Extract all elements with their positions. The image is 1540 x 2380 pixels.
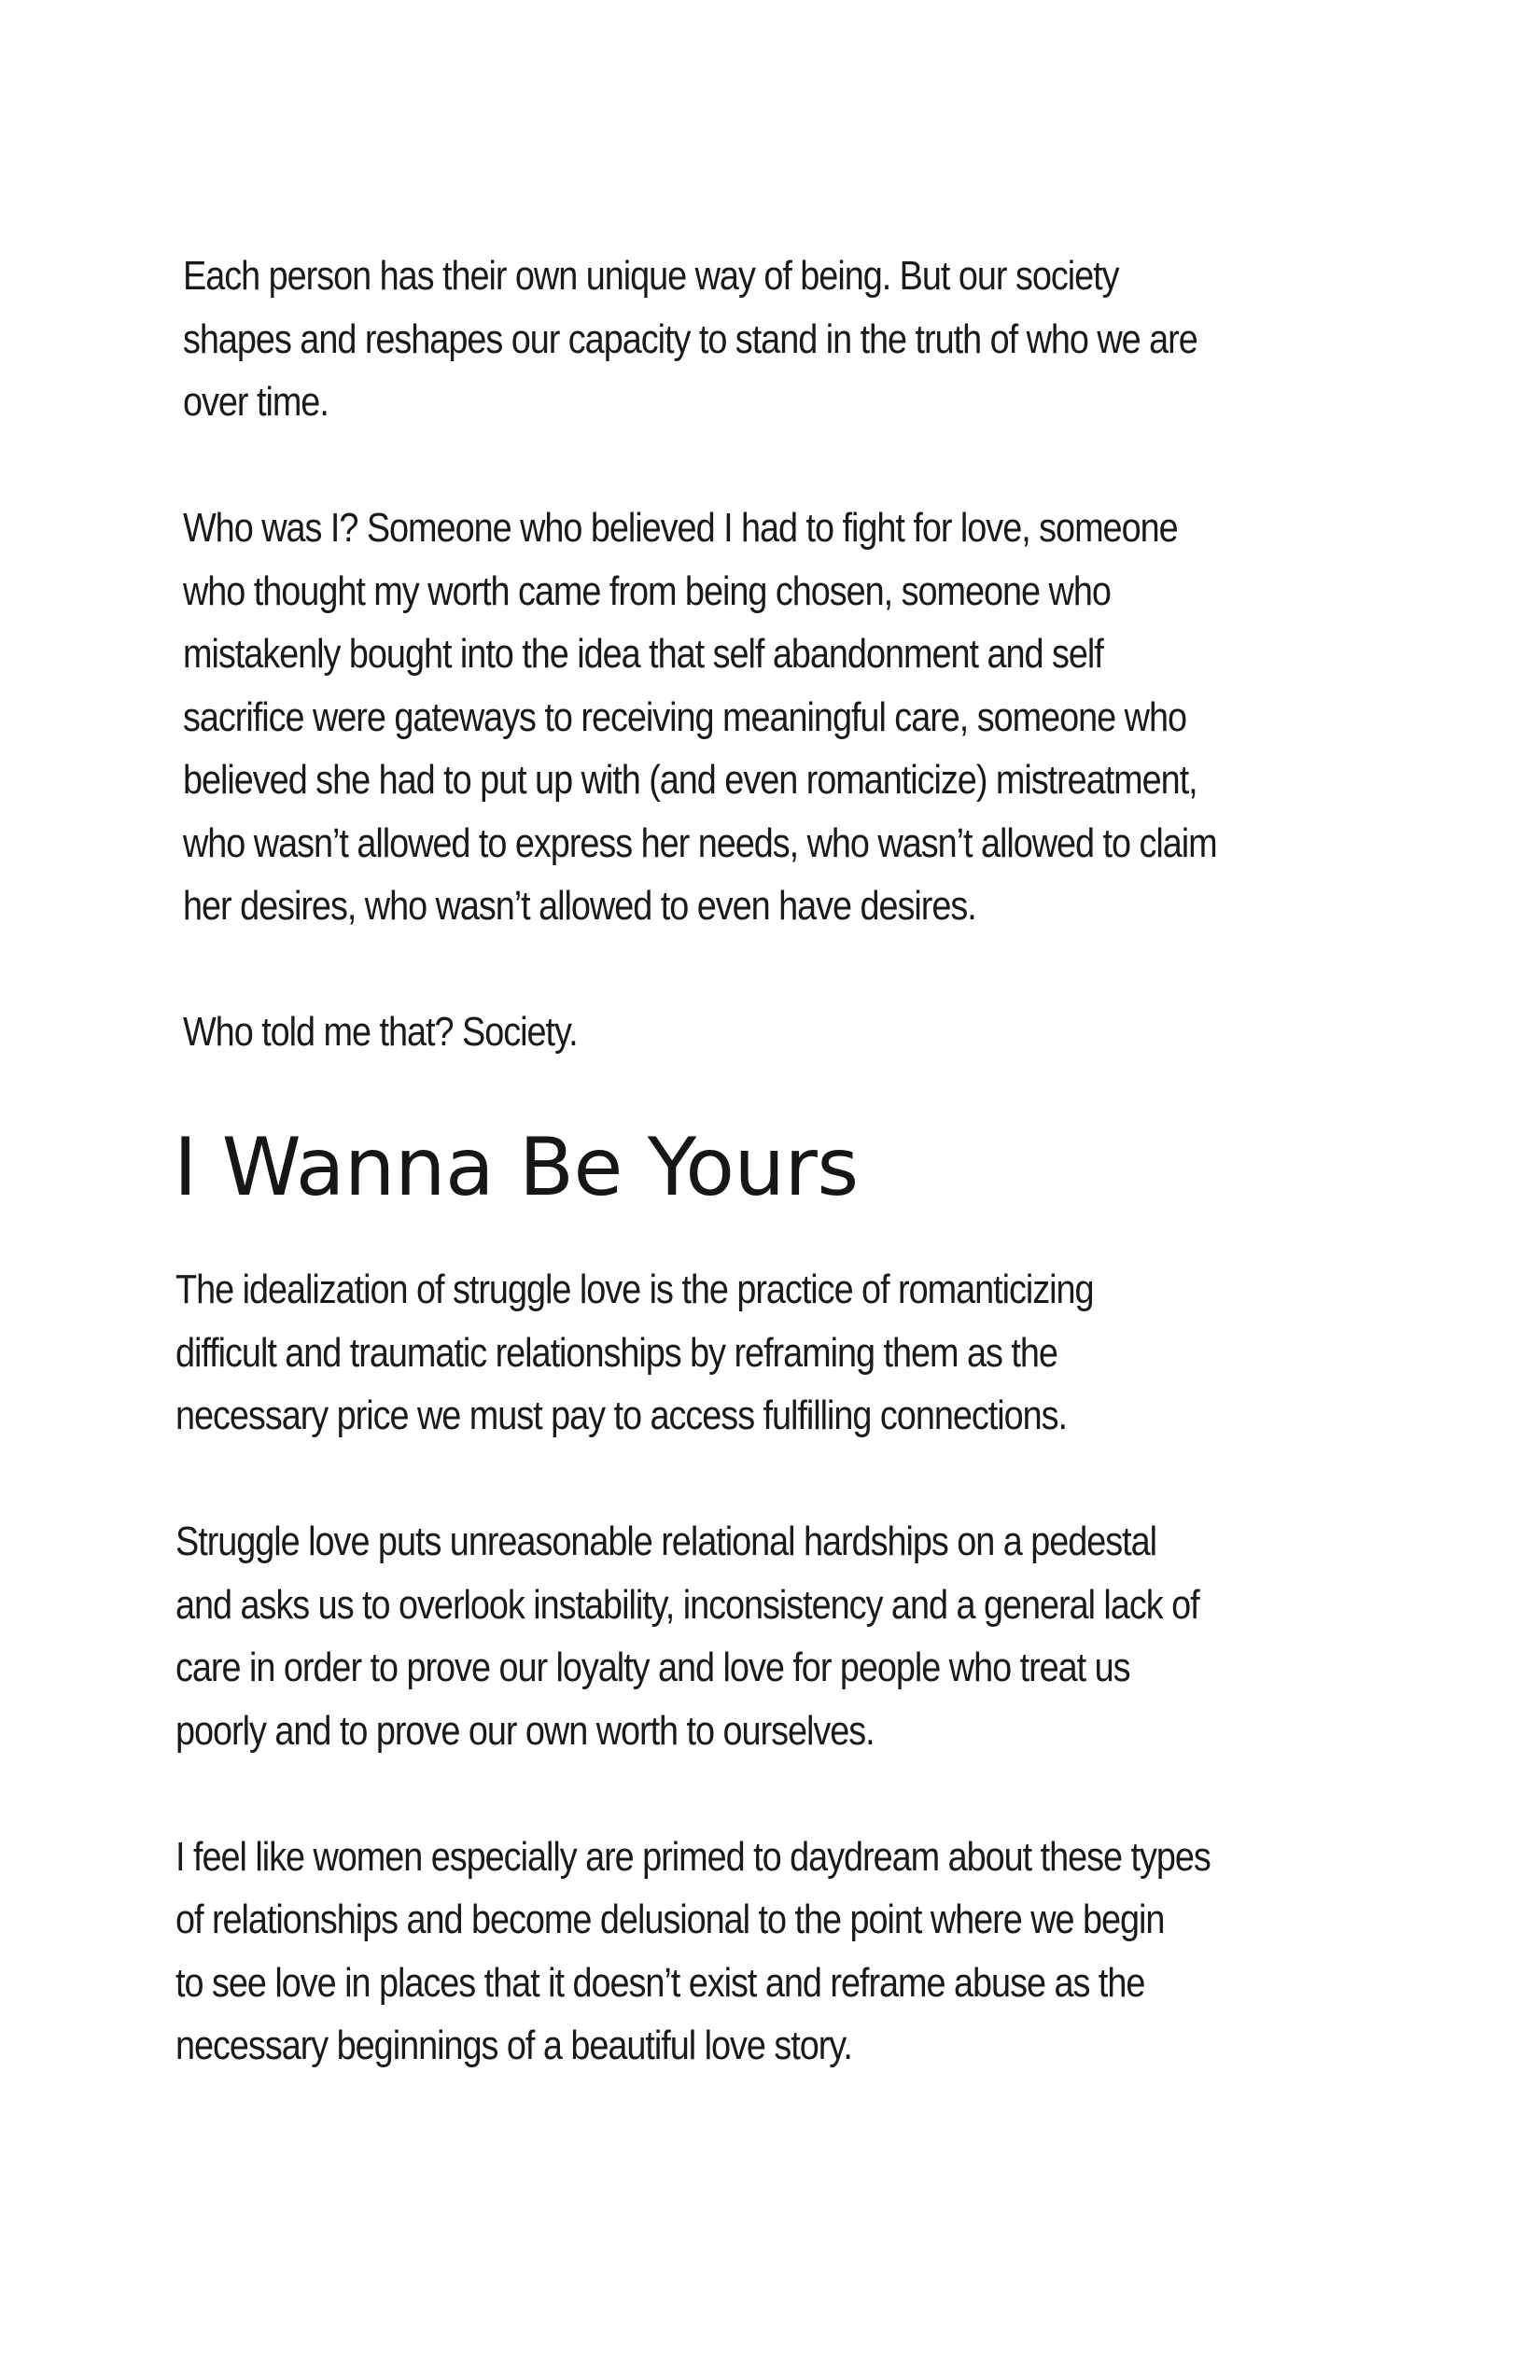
chapter-section <box>175 1258 1398 2078</box>
paragraph-gap <box>183 938 1396 1001</box>
chapter-paragraph-3: I feel like women especially are primed to daydream about these types of relationships and become delusional to the point where we begin to see love in places that it doesn’t exist and reframe abuse as the necessary beginnings of a beautiful love story. <box>175 1833 1211 2068</box>
chapter-paragraph-2: Struggle love puts unreasonable relational hardships on a pedestal and asks us to overlook instability, inconsistency and a general lack of care in order to prove our loyalty and love for people who treat us poorly and to prove our own worth to ourselves. <box>175 1519 1199 1754</box>
chapter-title: I Wanna Be Yours <box>174 1121 859 1214</box>
paragraph-gap <box>183 434 1396 497</box>
intro-paragraph-2: Who was I? Someone who believed I had to fight for love, someone who thought my worth came from being chosen, someone who mistakenly bought into the idea that self abandonment and self sacrifice were gateways to receiving meaningful care, someone who believed she had to put up with (and even romanticize) mistreatment, who wasn’t allowed to express her needs, who wasn’t allowed to claim her desires, who wasn’t allowed to even have desires. <box>183 505 1217 929</box>
chapter-paragraph-1: The idealization of struggle love is the practice of romanticizing difficult and traumatic relationships by reframing them as the necessary price we must pay to access fulfilling connections. <box>175 1267 1094 1438</box>
intro-paragraph-3: Who told me that? Society. <box>183 1009 578 1055</box>
paragraph-gap <box>175 1448 1398 1511</box>
paragraph-gap <box>175 1762 1398 1826</box>
intro-section <box>183 245 1396 1064</box>
intro-paragraph-1: Each person has their own unique way of being. But our society shapes and reshapes our capacity to stand in the truth of who we are over time. <box>183 253 1197 425</box>
